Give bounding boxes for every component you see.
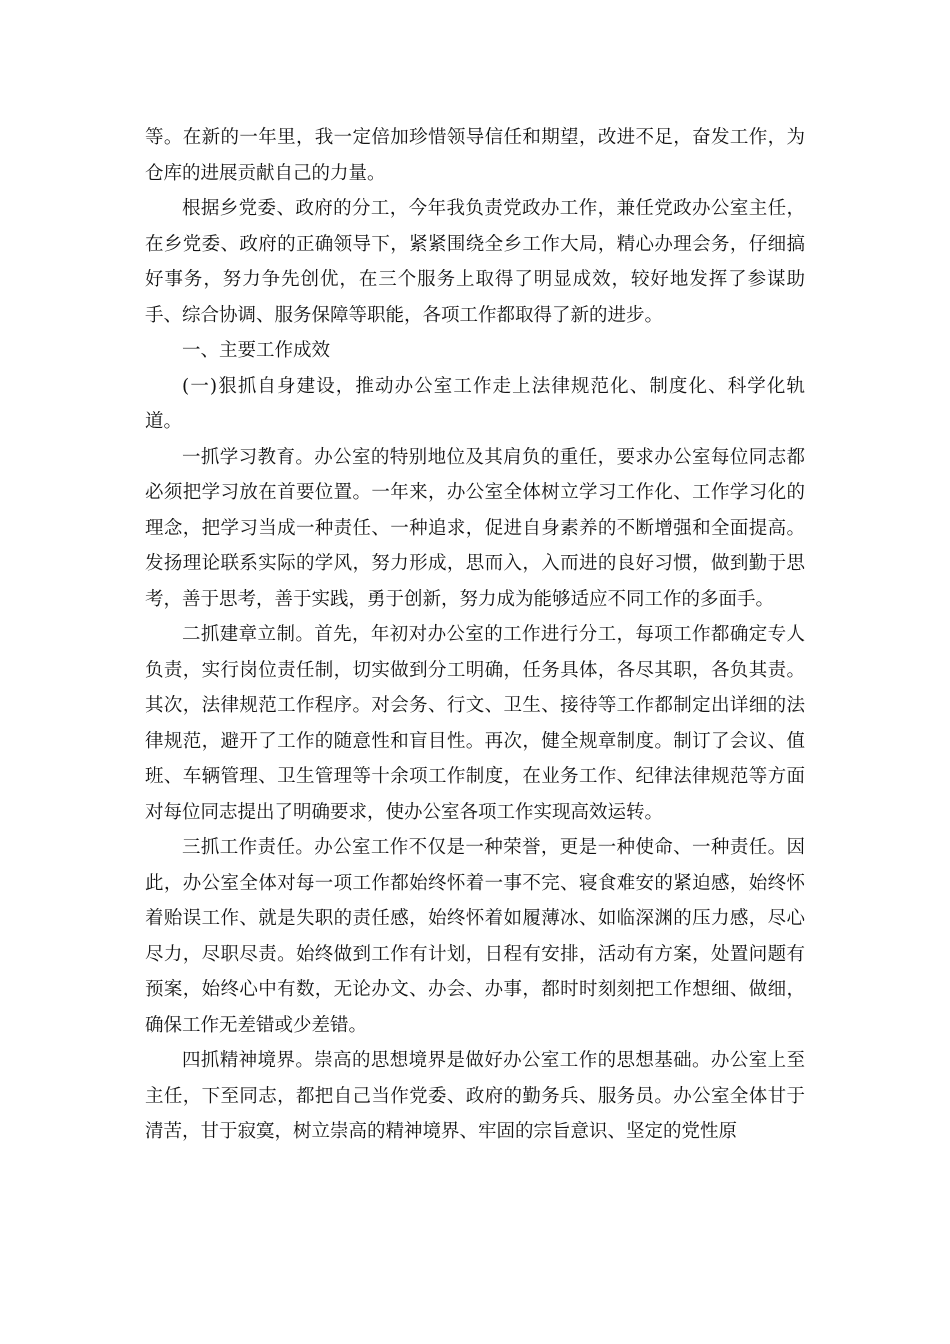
paragraph-spiritual-realm: 四抓精神境界。崇高的思想境界是做好办公室工作的思想基础。办公室上至主任，下至同志，都把自己当作党委、政府的勤务兵、服务员。办公室全体甘于清苦，甘于寂寞，树立崇高的精神境界、牢固的宗旨意识、坚定的党性原: [145, 1050, 805, 1142]
paragraph-continuation: 等。在新的一年里，我一定倍加珍惜领导信任和期望，改进不足，奋发工作，为仓库的进展贡献自己的力量。: [145, 127, 805, 184]
document-body: [145, 120, 805, 1150]
subsection-heading-self-building: (一)狠抓自身建设，推动办公室工作走上法律规范化、制度化、科学化轨道。: [145, 375, 805, 432]
paragraph-work-responsibility: 三抓工作责任。办公室工作不仅是一种荣誉，更是一种使命、一种责任。因此，办公室全体对每一项工作都始终怀着一事不完、寝食难安的紧迫感，始终怀着贻误工作、就是失职的责任感，始终怀着如履薄冰、如临深渊的压力感，尽心尽力，尽职尽责。始终做到工作有计划，日程有安排，活动有方案，处置问题有预案，始终心中有数，无论办文、办会、办事，都时时刻刻把工作想细、做细，确保工作无差错或少差错。: [145, 837, 805, 1036]
paragraph-intro: 根据乡党委、政府的分工，今年我负责党政办工作，兼任党政办公室主任，在乡党委、政府的正确领导下，紧紧围绕全乡工作大局，精心办理会务，仔细搞好事务，努力争先创优，在三个服务上取得了明显成效，较好地发挥了参谋助手、综合协调、服务保障等职能，各项工作都取得了新的进步。: [145, 198, 805, 326]
section-heading-main-results: 一、主要工作成效: [182, 340, 331, 361]
paragraph-study-education: 一抓学习教育。办公室的特别地位及其肩负的重任，要求办公室每位同志都必须把学习放在首要位置。一年来，办公室全体树立学习工作化、工作学习化的理念，把学习当成一种责任、一种追求，促进自身素养的不断增强和全面提高。发扬理论联系实际的学风，努力形成，思而入，入而进的良好习惯，做到勤于思考，善于思考，善于实践，勇于创新，努力成为能够适应不同工作的多面手。: [145, 446, 805, 610]
paragraph-rules-regulations: 二抓建章立制。首先，年初对办公室的工作进行分工，每项工作都确定专人负责，实行岗位责任制，切实做到分工明确，任务具体，各尽其职，各负其责。其次，法律规范工作程序。对会务、行文、卫生、接待等工作都制定出详细的法律规范，避开了工作的随意性和盲目性。再次，健全规章制度。制订了会议、值班、车辆管理、卫生管理等十余项工作制度，在业务工作、纪律法律规范等方面对每位同志提出了明确要求，使办公室各项工作实现高效运转。: [145, 624, 805, 823]
